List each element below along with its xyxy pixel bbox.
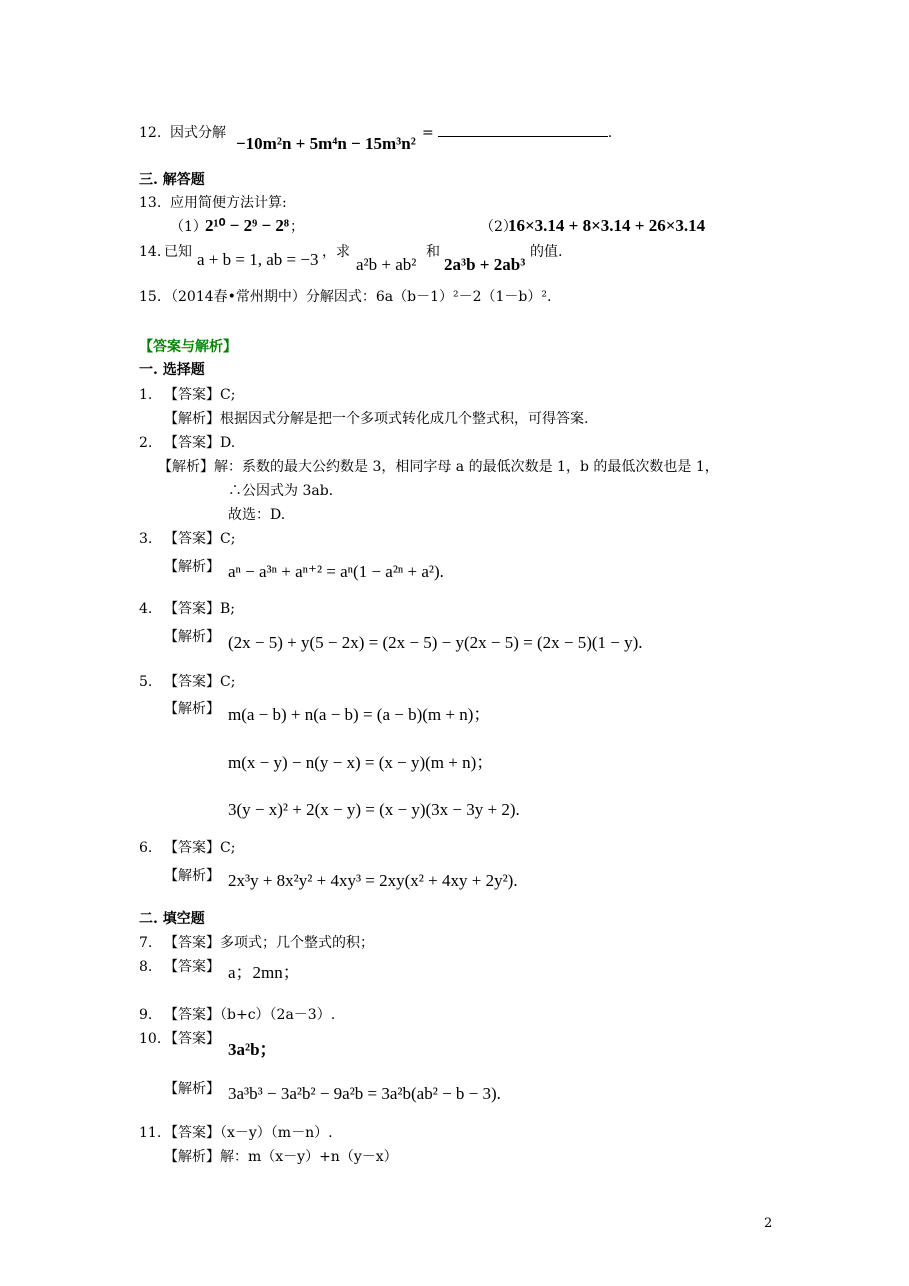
q13-part2-expression: 16×3.14 + 8×3.14 + 26×3.14 xyxy=(508,216,706,235)
a7-answer: 【答案】多项式；几个整式的积； xyxy=(164,935,374,951)
q15-number: 15. xyxy=(139,289,162,305)
a4-answer: 【答案】B; xyxy=(164,601,236,617)
a1-answer: 【答案】C; xyxy=(164,387,236,403)
a2-analysis: 【解析】解：系数的最大公约数是 3，相同字母 a 的最低次数是 1，b 的最低次数也是 1， xyxy=(158,459,719,475)
q12-text: 因式分解 xyxy=(170,125,226,141)
a4-expression: (2x − 5) + y(5 − 2x) = (2x − 5) − y(2x − 5) = (2x − 5)(1 − y). xyxy=(228,633,643,652)
a5-answer: 【答案】C; xyxy=(164,674,236,690)
a5-expression-1: m(a − b) + n(a − b) = (a − b)(m + n)； xyxy=(228,705,491,724)
a11-analysis: 【解析】解：m（x－y）+n（y－x） xyxy=(164,1149,398,1165)
q14-pre: 已知 xyxy=(164,244,192,260)
q14-given: a + b = 1, ab = −3 xyxy=(197,250,319,269)
q13-number: 13. xyxy=(139,195,162,211)
a1-analysis: 【解析】根据因式分解是把一个多项式转化成几个整式积，可得答案. xyxy=(164,411,589,427)
page-number: 2 xyxy=(764,1216,773,1231)
a11-answer: 【答案】（x－y）（m－n）. xyxy=(164,1125,333,1141)
q13-text: 应用简便方法计算: xyxy=(170,195,287,211)
a2-line2: ∴公因式为 3ab. xyxy=(228,483,334,499)
a2-line3: 故选：D. xyxy=(228,507,286,523)
q13-part2-label: （2） xyxy=(480,219,517,235)
q12-answer-blank[interactable]: = . xyxy=(422,125,613,141)
a9-answer: 【答案】（b+c）（2a－3）. xyxy=(164,1007,336,1023)
q14-expr1: a²b + ab² xyxy=(356,255,417,274)
a6-answer: 【答案】C; xyxy=(164,840,236,856)
q14-expr2: 2a³b + 2ab³ xyxy=(444,255,526,274)
q12-expression: −10m²n + 5m⁴n − 15m³n² xyxy=(236,134,416,153)
q14-number: 14. xyxy=(139,244,162,260)
a8-expression: a；2mn； xyxy=(228,963,300,982)
section-3-heading: 三. 解答题 xyxy=(139,172,205,188)
section-1-heading: 一. 选择题 xyxy=(139,362,205,378)
a3-answer: 【答案】C; xyxy=(164,531,236,547)
q12-number: 12. xyxy=(139,125,162,141)
a5-expression-3: 3(y − x)² + 2(x − y) = (x − y)(3x − 3y + 2). xyxy=(228,800,520,819)
a3-expression: aⁿ − a³ⁿ + aⁿ⁺² = aⁿ(1 − a²ⁿ + a²). xyxy=(228,562,444,581)
q13-part1-label: （1） xyxy=(170,219,207,235)
a6-expression: 2x³y + 8x²y² + 4xy³ = 2xy(x² + 4xy + 2y²). xyxy=(228,871,518,890)
a10-expression: 3a²b； xyxy=(228,1040,277,1059)
answers-title: 【答案与解析】 xyxy=(139,339,237,355)
a10-analysis-expression: 3a³b³ − 3a²b² − 9a²b = 3a²b(ab² − b − 3). xyxy=(228,1084,501,1103)
a2-answer: 【答案】D. xyxy=(164,435,236,451)
section-2-heading: 二. 填空题 xyxy=(139,911,205,927)
a5-expression-2: m(x − y) − n(y − x) = (x − y)(m + n)； xyxy=(228,753,494,772)
q15-text: （2014春•常州期中）分解因式：6a（b－1）²－2（1－b）². xyxy=(164,289,552,305)
q13-part1-expression: 2¹⁰ − 2⁹ − 2⁸ xyxy=(205,216,289,235)
